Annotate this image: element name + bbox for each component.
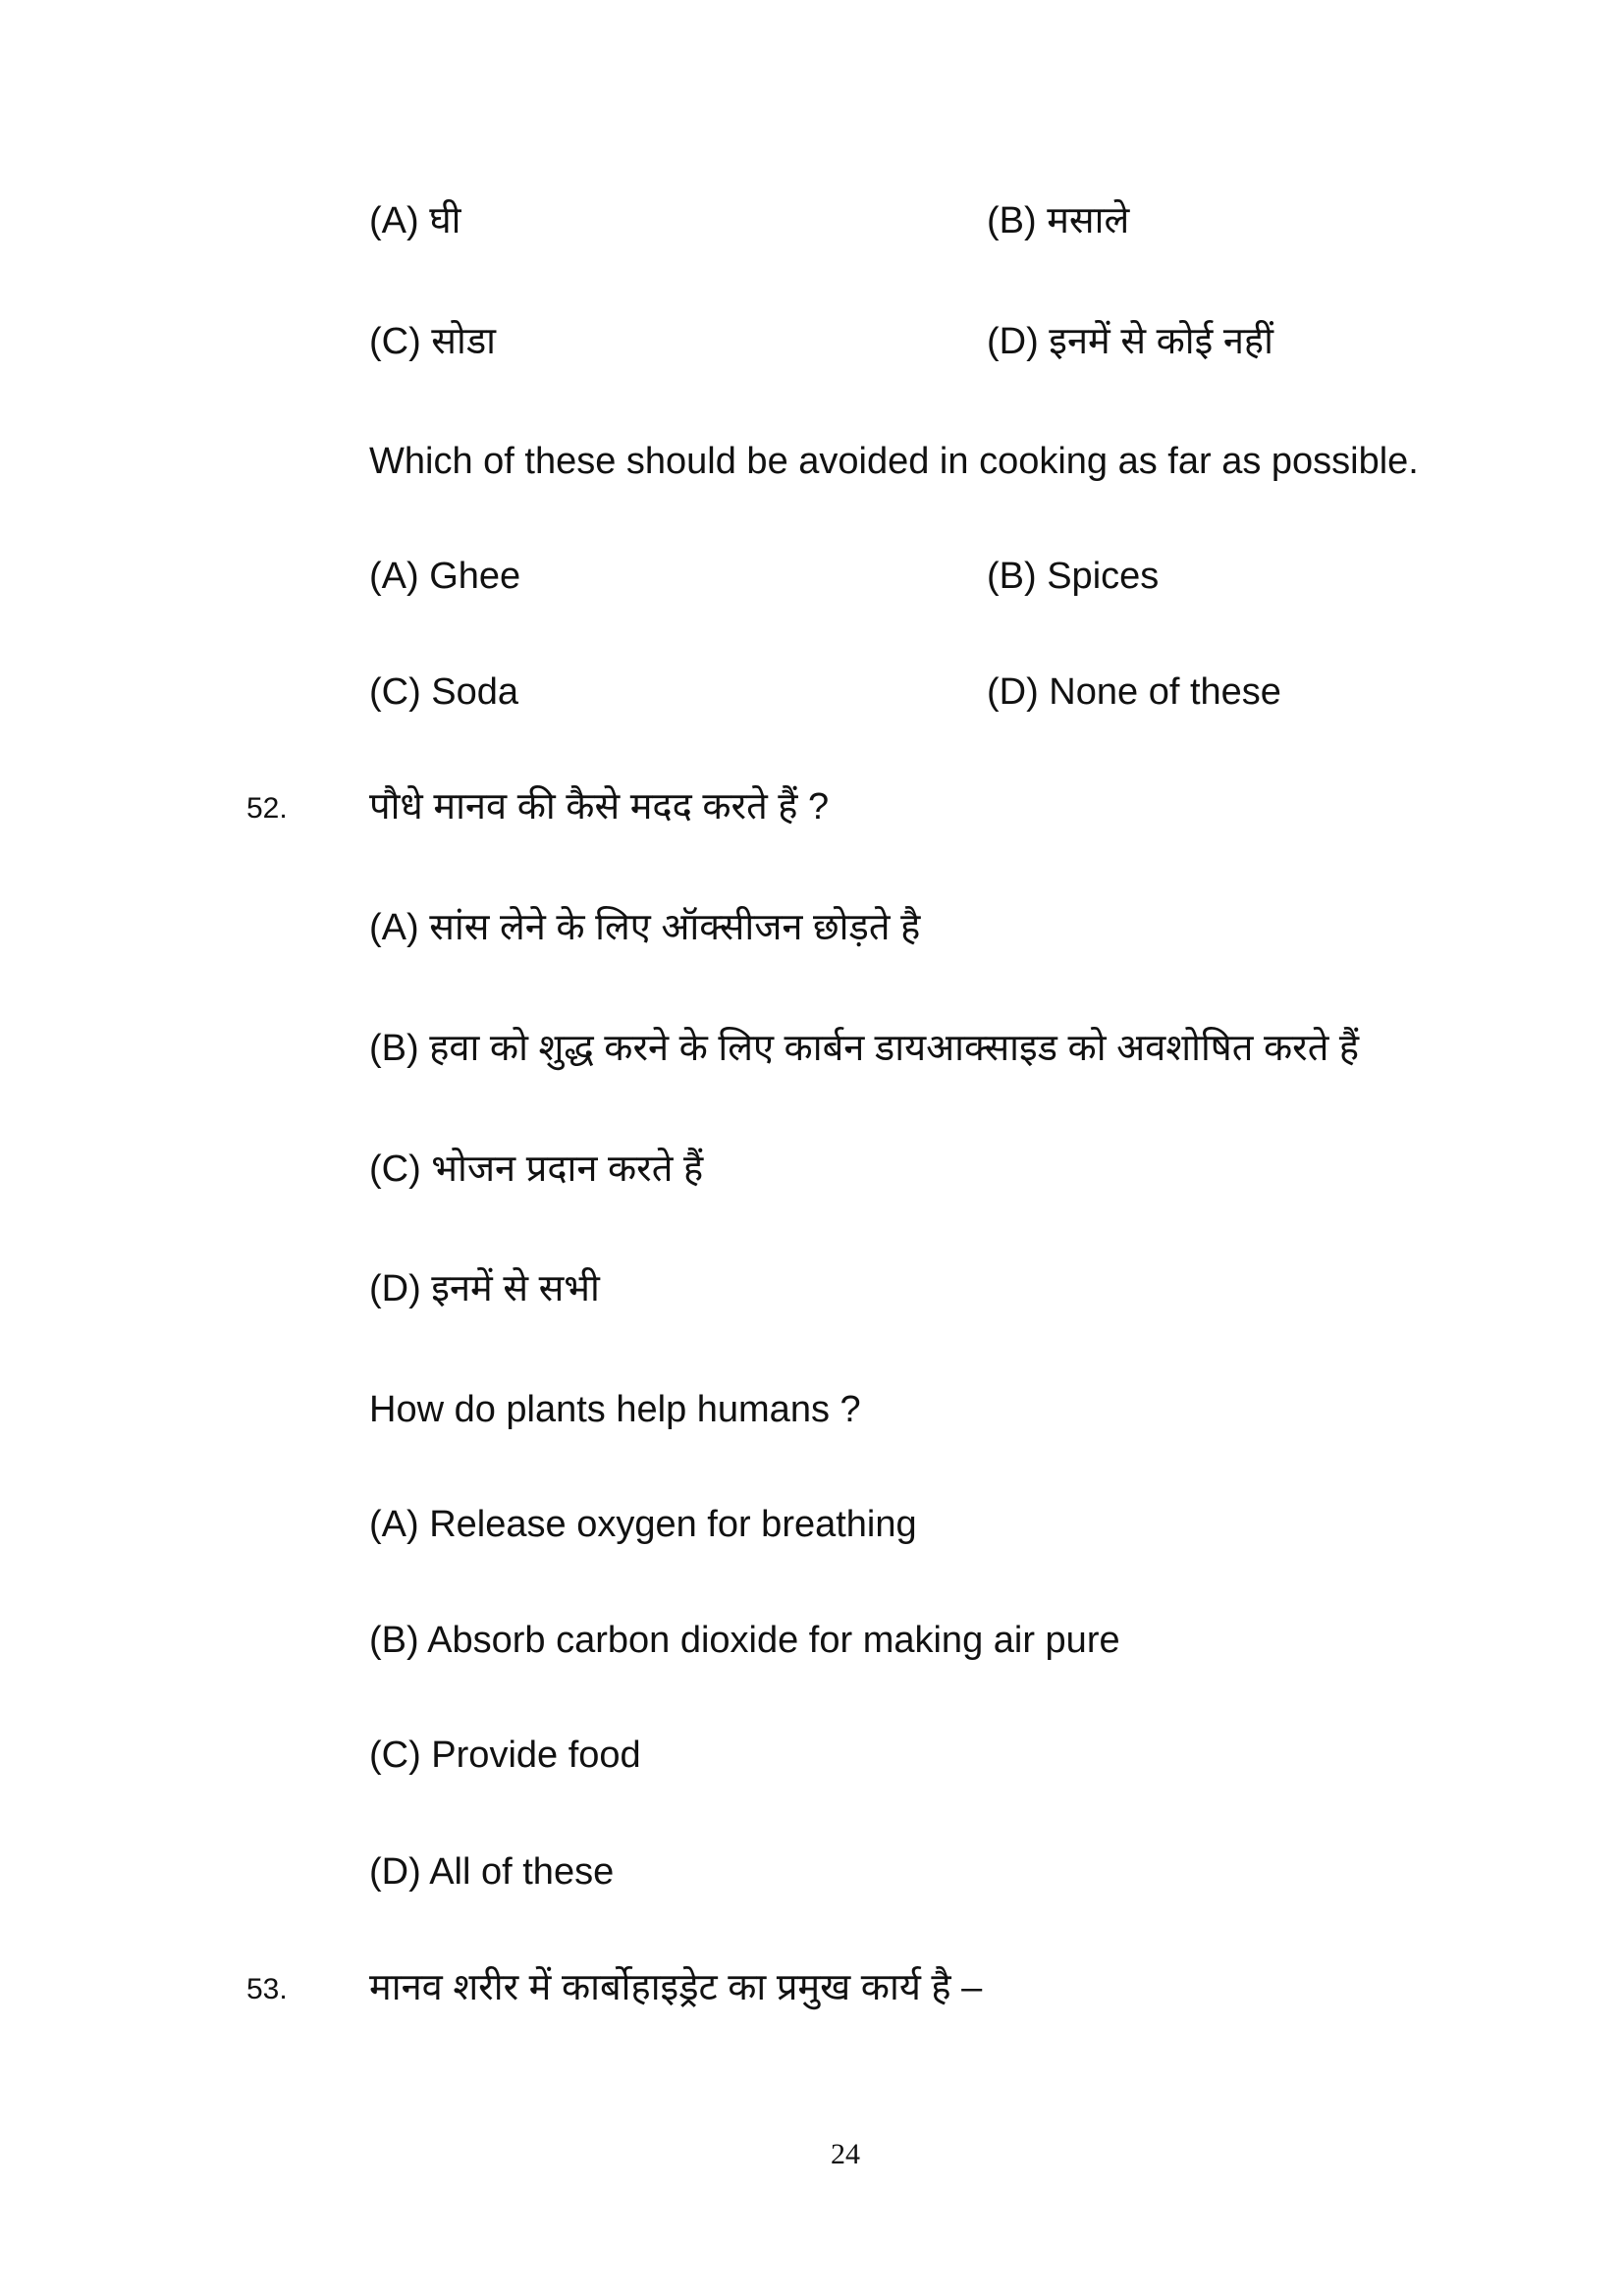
q51-hindi-option-a: (A) घी [369,200,461,241]
q52-hindi-question: पौधे मानव की कैसे मदद करते हैं ? [369,786,830,828]
q52-english-option-b: (B) Absorb carbon dioxide for making air pure [369,1620,1120,1661]
q53-hindi-question: मानव शरीर में कार्बोहाइड्रेट का प्रमुख कार्य है – [369,1967,983,2008]
q52-hindi-option-a: (A) सांस लेने के लिए ऑक्सीजन छोड़ते है [369,907,921,948]
page-number: 24 [831,2138,860,2170]
q51-english-option-a: (A) Ghee [369,556,521,597]
q51-english-option-d: (D) None of these [987,671,1281,713]
q51-english-option-b: (B) Spices [987,556,1160,597]
q52-hindi-option-b: (B) हवा को शुद्ध करने के लिए कार्बन डायआक्साइड को अवशोषित करते हैं [369,1028,1360,1069]
q52-english-option-d: (D) All of these [369,1851,615,1893]
q52-number: 52. [246,792,288,825]
q51-hindi-option-b: (B) मसाले [987,200,1130,241]
q51-english-question: Which of these should be avoided in cooking as far as possible. [369,441,1419,482]
q51-hindi-option-d: (D) इनमें से कोई नहीं [987,321,1273,362]
q53-number: 53. [246,1973,288,2005]
q52-english-option-a: (A) Release oxygen for breathing [369,1504,917,1545]
q52-english-option-c: (C) Provide food [369,1735,641,1776]
q52-english-question: How do plants help humans ? [369,1389,861,1430]
q52-hindi-option-d: (D) इनमें से सभी [369,1268,600,1309]
q51-hindi-option-c: (C) सोडा [369,321,497,362]
q51-english-option-c: (C) Soda [369,671,519,713]
q52-hindi-option-c: (C) भोजन प्रदान करते हैं [369,1148,704,1190]
